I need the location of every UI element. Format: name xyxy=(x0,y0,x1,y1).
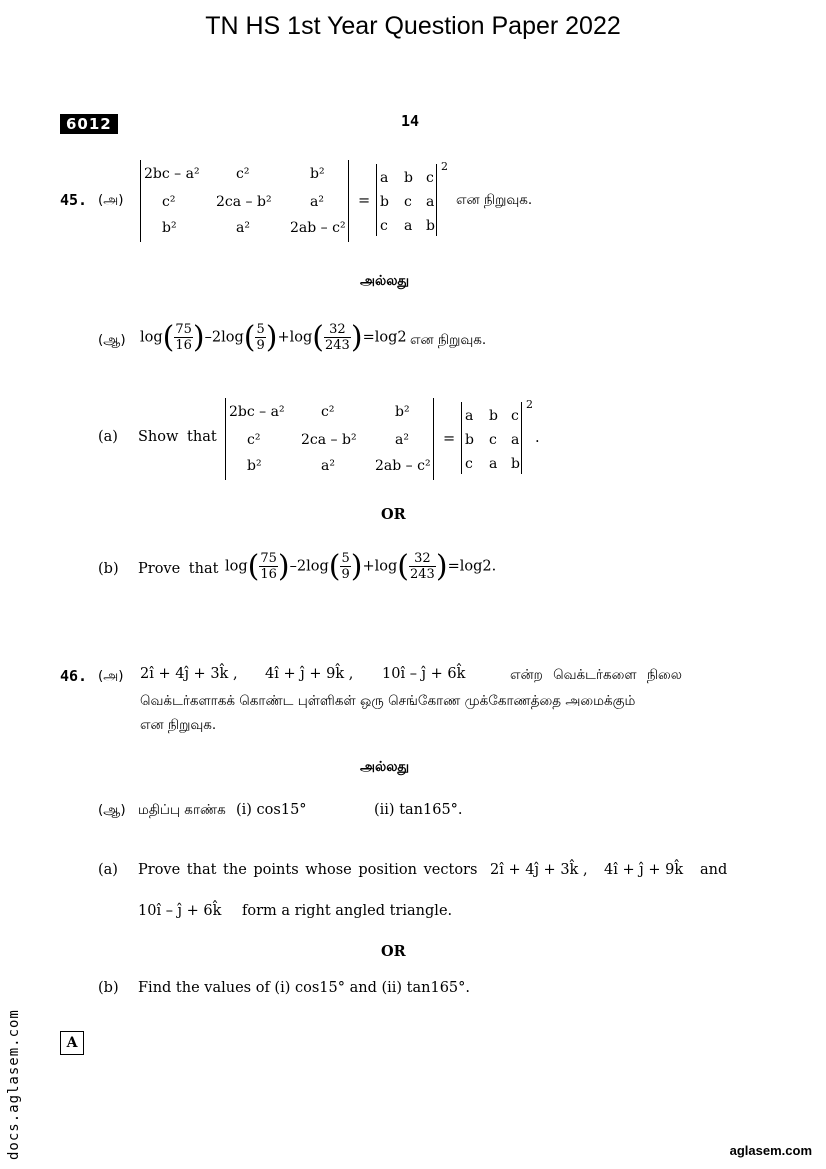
matrix-cell: a xyxy=(404,218,413,234)
rhs: =log2 xyxy=(447,558,492,575)
matrix-cell: b xyxy=(404,170,413,186)
matrix-cell: 2bc – a² xyxy=(144,166,200,182)
matrix-cell: b² xyxy=(310,166,325,182)
matrix-cell: 2ab – c² xyxy=(290,220,346,236)
rhs: =log2 xyxy=(362,329,407,346)
matrix-cell: a xyxy=(511,432,520,448)
frac-num: 75 xyxy=(175,322,192,337)
period: . xyxy=(491,558,497,575)
matrix-cell: a² xyxy=(321,458,335,474)
matrix-cell: a² xyxy=(236,220,250,236)
matrix-cell: c² xyxy=(162,194,176,210)
q46-en-a-line2-tail: form a right angled triangle. xyxy=(242,903,453,919)
q45-tamil-matrix-left xyxy=(140,160,350,242)
matrix-cell: b² xyxy=(395,404,410,420)
det-bar-right xyxy=(436,164,437,236)
matrix-cell: c xyxy=(404,194,412,210)
matrix-cell: a xyxy=(465,408,474,424)
matrix-cell: b xyxy=(489,408,498,424)
matrix-cell: 2ab – c² xyxy=(375,458,431,474)
matrix-cell: b² xyxy=(162,220,177,236)
frac-den: 9 xyxy=(341,567,350,582)
matrix-cell: c xyxy=(426,170,434,186)
q46-tamil-b-text: மதிப்பு காண்க xyxy=(138,802,226,818)
det-bar-left xyxy=(140,160,141,242)
frac-num: 32 xyxy=(324,322,351,338)
matrix-cell: c² xyxy=(247,432,261,448)
power-exponent: 2 xyxy=(441,160,448,173)
or-english: OR xyxy=(381,943,406,960)
det-bar-right xyxy=(348,160,349,242)
q46-tamil-a-line1: என்ற வெக்டர்களை நிலை xyxy=(510,667,683,683)
det-bar-right xyxy=(521,402,522,474)
frac-num: 5 xyxy=(256,322,265,337)
frac-den: 16 xyxy=(175,338,192,353)
matrix-cell: c² xyxy=(236,166,250,182)
question-45-number: 45. xyxy=(60,191,88,209)
frac-num: 75 xyxy=(260,551,277,566)
matrix-cell: 2ca – b² xyxy=(301,432,357,448)
matrix-cell: c xyxy=(380,218,388,234)
power-exponent: 2 xyxy=(526,398,533,411)
q45-en-matrix-right xyxy=(461,402,523,474)
q45-tamil-a-suffix: என நிறுவுக. xyxy=(456,192,533,208)
matrix-cell: a² xyxy=(395,432,409,448)
watermark: docs.aglasem.com xyxy=(6,1009,22,1160)
q46-en-b-text: Find the values of (i) cos15° and (ii) tan165°. xyxy=(138,980,471,996)
matrix-cell: b xyxy=(465,432,474,448)
q45-tamil-log-expression: log( $\frac{75}{16}$ )–2log( $\frac{5}{9}$ )+log( $\frac{32}{243}$ )=log2 xyxy=(140,320,407,355)
matrix-cell: c xyxy=(465,456,473,472)
q46-tamil-a-label: (அ) xyxy=(98,668,124,684)
log-text: log xyxy=(225,558,248,575)
q45-tamil-b-label: (ஆ) xyxy=(98,332,126,348)
matrix-cell: b² xyxy=(247,458,262,474)
q46-tamil-a-line2: வெக்டர்களாகக் கொண்ட புள்ளிகள் ஒரு செங்கோண முக்கோணத்தை அமைக்கும் xyxy=(140,693,636,709)
matrix-cell: b xyxy=(426,218,435,234)
q46-en-a-v2: 4î + ĵ + 9k̂ xyxy=(604,862,684,878)
vector-2: 4î + ĵ + 9k̂ , xyxy=(265,666,354,682)
q45-en-a-text: Show that xyxy=(138,429,217,445)
period: . xyxy=(535,430,540,446)
det-bar-left xyxy=(461,402,462,474)
det-bar-left xyxy=(225,398,226,480)
frac-den: 243 xyxy=(410,567,435,582)
page-marker-box: A xyxy=(60,1031,84,1055)
q46-tamil-a-line3: என நிறுவுக. xyxy=(140,717,217,733)
q46-tamil-b-label: (ஆ) xyxy=(98,802,126,818)
matrix-cell: b xyxy=(380,194,389,210)
minus-2log: –2log xyxy=(204,329,244,346)
q46-en-a-and: and xyxy=(700,862,728,878)
q46-en-b-label: (b) xyxy=(98,980,119,996)
frac-den: 9 xyxy=(256,338,265,353)
paper-code: 6012 xyxy=(60,114,118,134)
q46-tamil-b-i: (i) cos15° xyxy=(236,802,307,818)
matrix-cell: b xyxy=(511,456,520,472)
matrix-cell: c xyxy=(511,408,519,424)
plus-log: +log xyxy=(362,558,398,575)
q46-en-a-label: (a) xyxy=(98,862,118,878)
or-english: OR xyxy=(381,506,406,523)
frac-den: 16 xyxy=(260,567,277,582)
footer-site: aglasem.com xyxy=(729,1143,812,1158)
matrix-cell: 2bc – a² xyxy=(229,404,285,420)
q46-en-a-v3: 10î – ĵ + 6k̂ xyxy=(138,903,222,919)
matrix-cell: c² xyxy=(321,404,335,420)
vector-1: 2î + 4ĵ + 3k̂ , xyxy=(140,666,238,682)
matrix-cell: a² xyxy=(310,194,324,210)
q45-en-log-expression: log( $\frac{75}{16}$ )–2log( $\frac{5}{9}$ )+log( $\frac{32}{243}$ )=log2. xyxy=(225,549,497,584)
page-number: 14 xyxy=(401,112,420,130)
or-tamil: அல்லது xyxy=(360,759,410,775)
frac-num: 32 xyxy=(409,551,436,567)
q45-tamil-a-label: (அ) xyxy=(98,192,124,208)
equals-sign: = xyxy=(358,193,371,209)
or-tamil: அல்லது xyxy=(360,273,410,289)
matrix-cell: a xyxy=(489,456,498,472)
q45-en-b-text: Prove that xyxy=(138,561,219,577)
vector-3: 10î – ĵ + 6k̂ xyxy=(382,666,466,682)
frac-den: 243 xyxy=(325,338,350,353)
matrix-cell: c xyxy=(489,432,497,448)
q46-en-a-v1: 2î + 4ĵ + 3k̂ , xyxy=(490,862,588,878)
q45-tamil-b-suffix: என நிறுவுக. xyxy=(410,332,487,348)
det-bar-right xyxy=(433,398,434,480)
minus-2log: –2log xyxy=(289,558,329,575)
page-title: TN HS 1st Year Question Paper 2022 xyxy=(205,12,621,40)
det-bar-left xyxy=(376,164,377,236)
q46-en-a-line1: Prove that the points whose position vectors xyxy=(138,862,478,878)
q45-en-matrix-left xyxy=(225,398,435,480)
matrix-cell: a xyxy=(380,170,389,186)
plus-log: +log xyxy=(277,329,313,346)
question-46-number: 46. xyxy=(60,667,88,685)
matrix-cell: 2ca – b² xyxy=(216,194,272,210)
q46-tamil-b-ii: (ii) tan165°. xyxy=(374,802,463,818)
matrix-cell: a xyxy=(426,194,435,210)
log-text: log xyxy=(140,329,163,346)
q45-en-b-label: (b) xyxy=(98,561,119,577)
equals-sign: = xyxy=(443,431,456,447)
q45-tamil-matrix-right xyxy=(376,164,438,236)
q45-en-a-label: (a) xyxy=(98,429,118,445)
frac-num: 5 xyxy=(341,551,350,566)
